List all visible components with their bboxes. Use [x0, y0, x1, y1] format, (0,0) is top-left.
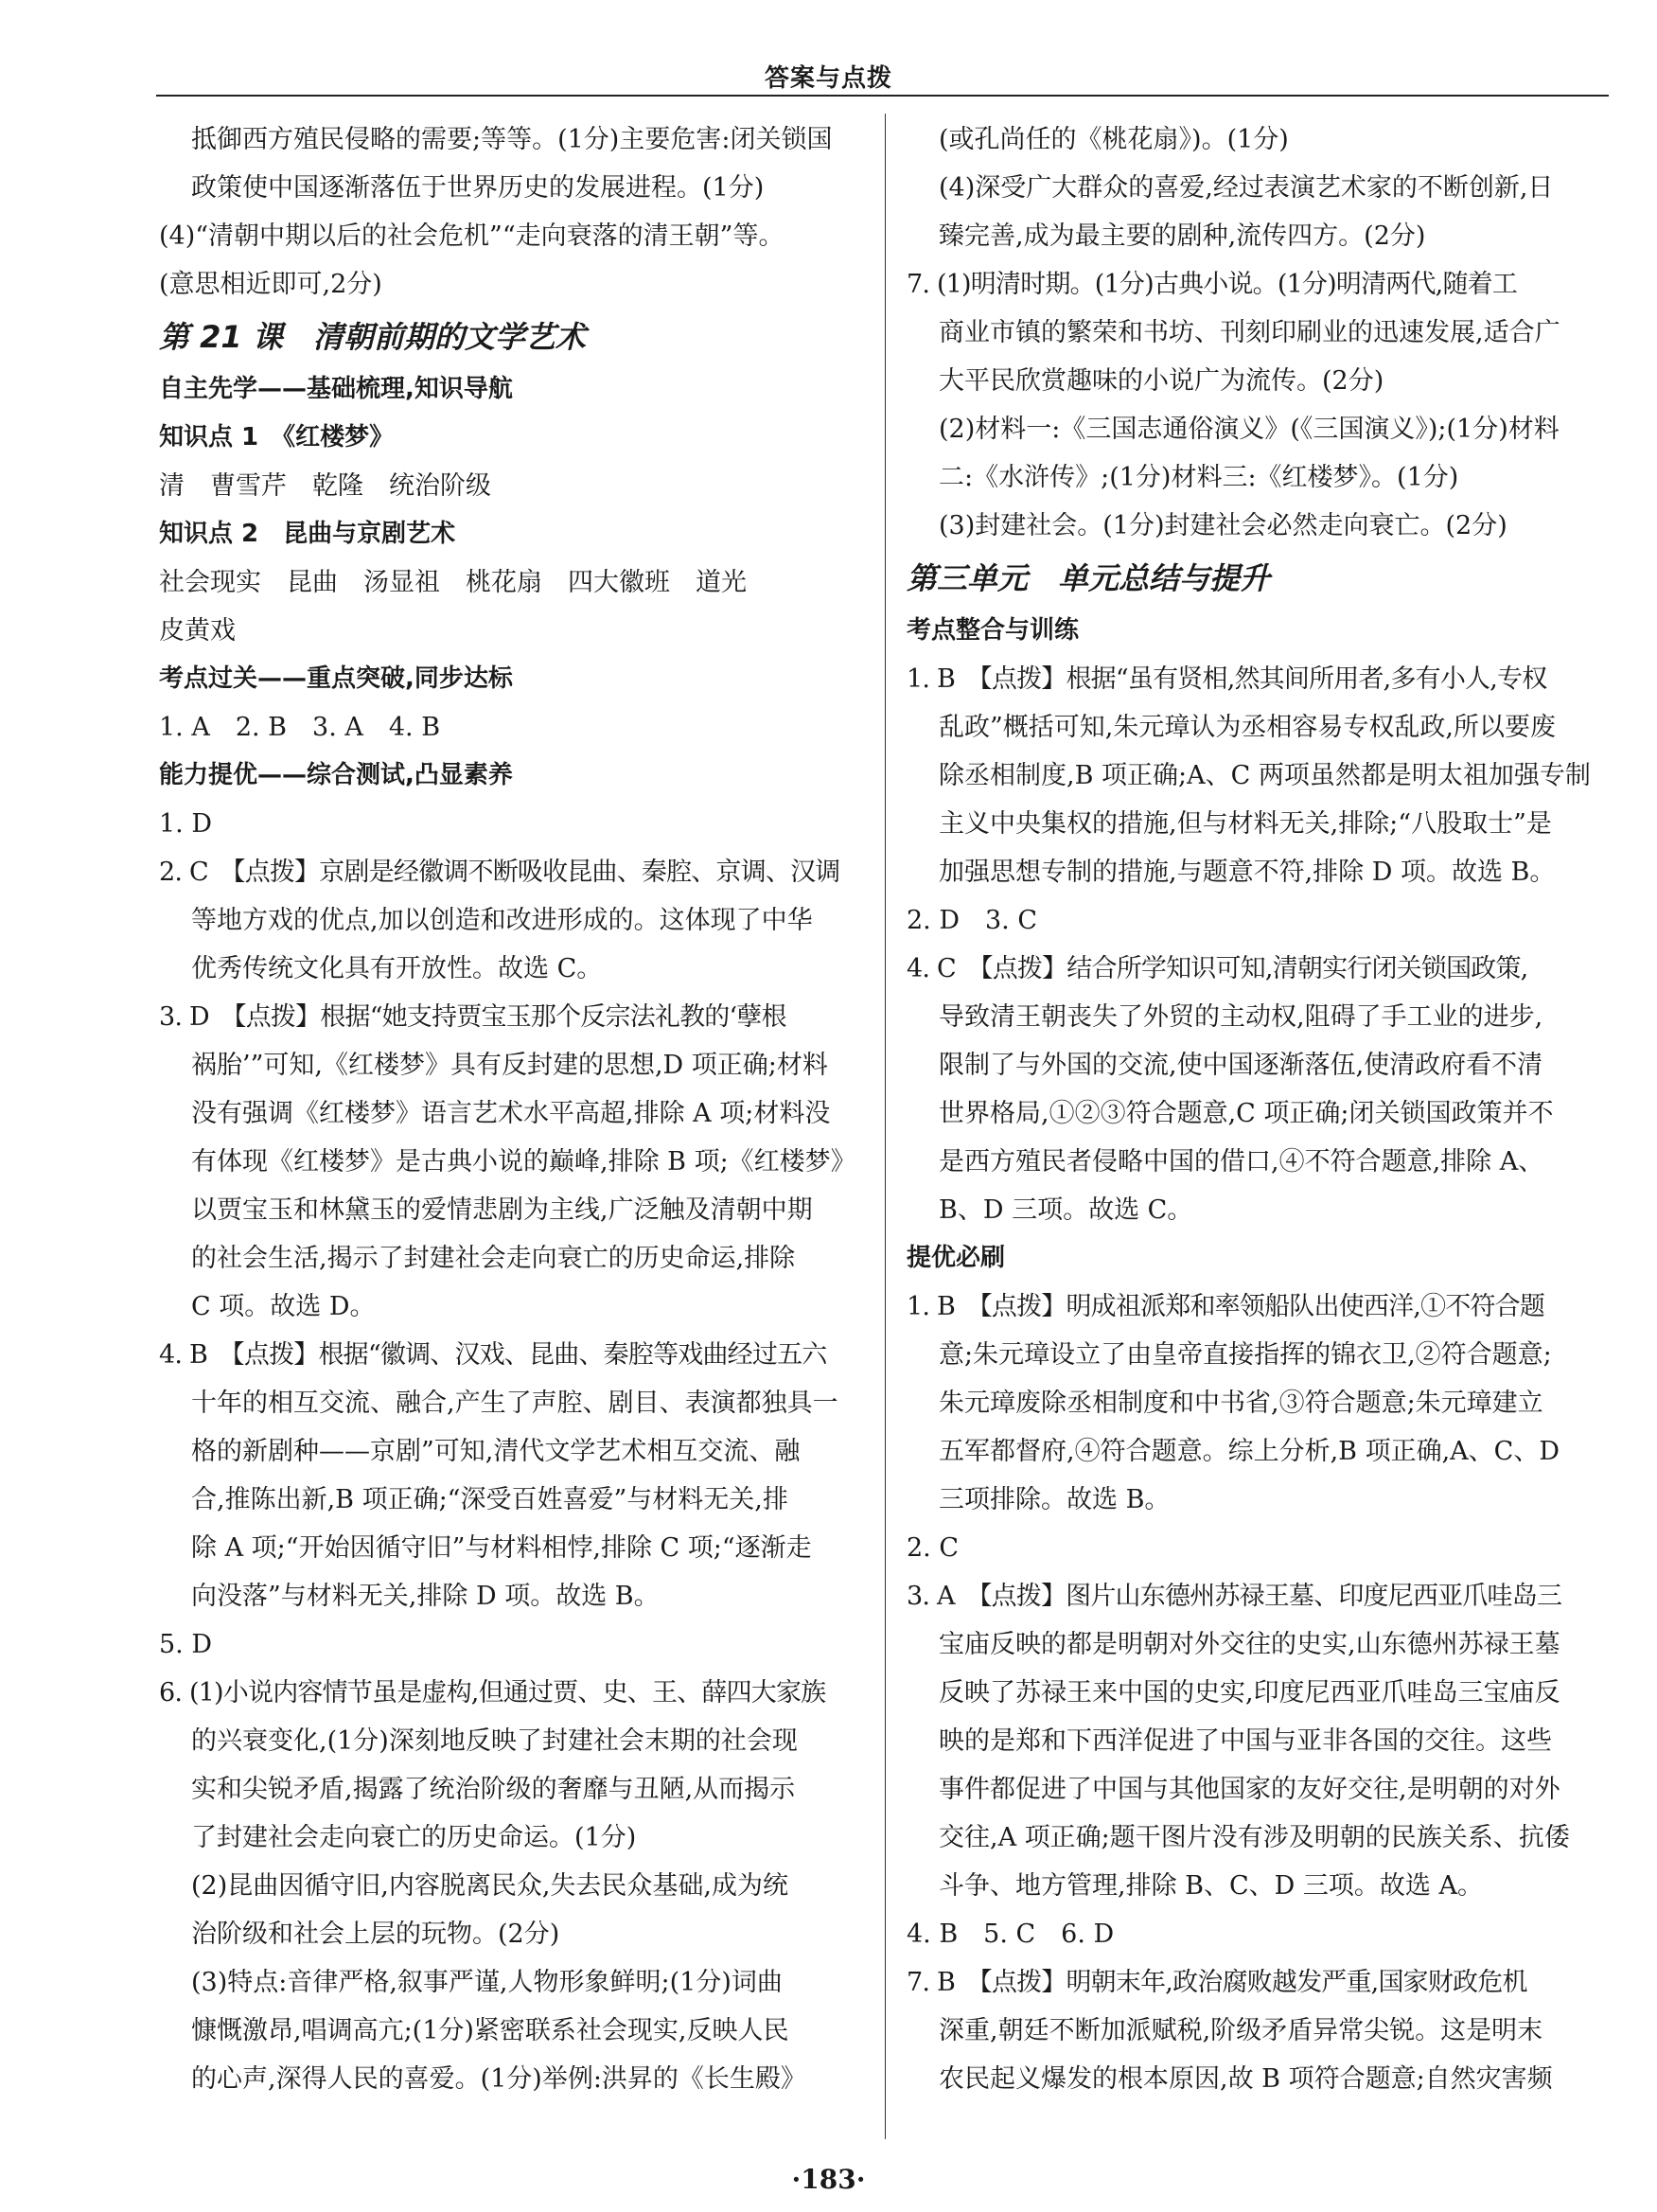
lesson-title: 第 21 课 清朝前期的文学艺术: [159, 319, 586, 355]
text-line: 交往,A 项正确;题干图片没有涉及明朝的民族关系、抗倭: [939, 1823, 1570, 1852]
text-line: 等地方戏的优点,加以创造和改进形成的。这体现了中华: [191, 906, 813, 935]
answer-item: 3. D 【点拨】根据“她支持贾宝玉那个反宗法礼教的‘孽根: [159, 1002, 786, 1032]
text-line: 是西方殖民者侵略中国的借口,④不符合题意,排除 A、: [939, 1147, 1544, 1177]
left-column: [159, 115, 871, 2103]
text-line: 除 A 项;“开始因循守旧”与材料相悖,排除 C 项;“逐渐走: [191, 1533, 812, 1563]
text-line: 以贾宝玉和林黛玉的爱情悲剧为主线,广泛触及清朝中期: [191, 1195, 813, 1225]
text-line: 治阶级和社会上层的玩物。(2分): [191, 1920, 560, 1949]
text-line: 没有强调《红楼梦》语言艺术水平高超,排除 A 项;材料没: [191, 1099, 831, 1128]
text-line: 导致清王朝丧失了外贸的主动权,阻碍了手工业的进步,: [939, 1002, 1543, 1032]
text-line: 的心声,深得人民的喜爱。(1分)举例:洪昇的《长生殿》: [191, 2064, 806, 2094]
text-line: 抵御西方殖民侵略的需要;等等。(1分)主要危害:闭关锁国: [191, 125, 833, 154]
answer-item: 2. C: [907, 1533, 960, 1563]
text-line: 的社会生活,揭示了封建社会走向衰亡的历史命运,排除: [191, 1244, 796, 1273]
text-line: 宝庙反映的都是明朝对外交往的史实,山东德州苏禄王墓: [939, 1630, 1560, 1659]
section-heading: 考点整合与训练: [907, 616, 1080, 645]
text-line: 主义中央集权的措施,但与材料无关,排除;“八股取士”是: [939, 809, 1552, 839]
text-line: 限制了与外国的交流,使中国逐渐落伍,使清政府看不清: [939, 1051, 1543, 1080]
answer-item: 7. (1)明清时期。(1分)古典小说。(1分)明清两代,随着工: [907, 270, 1518, 299]
text-line: 除丞相制度,B 项正确;A、C 两项虽然都是明太祖加强专制: [939, 761, 1591, 790]
text-line: 祸胎’”可知,《红楼梦》具有反封建的思想,D 项正确;材料: [191, 1051, 828, 1080]
section-heading: 自主先学——基础梳理,知识导航: [159, 375, 513, 403]
text-line: (3)特点:音律严格,叙事严谨,人物形象鲜明;(1分)词曲: [191, 1968, 783, 1997]
section-heading: 考点过关——重点突破,同步达标: [159, 664, 513, 693]
header-rule: [156, 95, 1609, 97]
answer-item: 5. D: [159, 1630, 212, 1659]
section-heading: 能力提优——综合测试,凸显素养: [159, 761, 513, 789]
text-line: 二:《水浒传》;(1分)材料三:《红楼梦》。(1分): [939, 463, 1459, 492]
text-line: 世界格局,①②③符合题意,C 项正确;闭关锁国政策并不: [939, 1099, 1554, 1128]
text-line: (2)材料一:《三国志通俗演义》(《三国演义》);(1分)材料: [939, 415, 1560, 444]
text-line: 三项排除。故选 B。: [939, 1485, 1171, 1514]
answer-item: 4. B 5. C 6. D: [907, 1920, 1115, 1949]
text-line: 深重,朝廷不断加派赋税,阶级矛盾异常尖锐。这是明末: [939, 2016, 1543, 2045]
text-line: 事件都促进了中国与其他国家的友好交往,是明朝的对外: [939, 1775, 1560, 1804]
text-line: 商业市镇的繁荣和书坊、刊刻印刷业的迅速发展,适合广: [939, 318, 1560, 347]
answer-item: 1. B 【点拨】明成祖派郑和率领船队出使西洋,①不符合题: [907, 1292, 1545, 1321]
answer-line: 皮黄戏: [159, 616, 236, 646]
text-line: (2)昆曲因循守旧,内容脱离民众,失去民众基础,成为统: [191, 1871, 788, 1901]
column-divider: [885, 114, 886, 2139]
answer-item: 4. B 【点拨】根据“徽调、汉戏、昆曲、秦腔等戏曲经过五六: [159, 1340, 827, 1370]
unit-title: 第三单元 单元总结与提升: [907, 560, 1271, 596]
text-line: 政策使中国逐渐落伍于世界历史的发展进程。(1分): [191, 173, 765, 203]
text-line: 臻完善,成为最主要的剧种,流传四方。(2分): [939, 221, 1426, 251]
text-line: 朱元璋废除丞相制度和中书省,③符合题意;朱元璋建立: [939, 1389, 1543, 1418]
knowledge-point-heading: 知识点 2 昆曲与京剧艺术: [159, 520, 456, 548]
answer-item: 4. C 【点拨】结合所学知识可知,清朝实行闭关锁国政策,: [907, 954, 1528, 983]
text-line: (3)封建社会。(1分)封建社会必然走向衰亡。(2分): [939, 511, 1507, 540]
answer-item: 1. B 【点拨】根据“虽有贤相,然其间所用者,多有小人,专权: [907, 664, 1547, 694]
running-header: 答案与点拨: [764, 64, 892, 93]
text-line: 映的是郑和下西洋促进了中国与亚非各国的交往。这些: [939, 1726, 1552, 1756]
text-line: 实和尖锐矛盾,揭露了统治阶级的奢靡与丑陋,从而揭示: [191, 1775, 796, 1804]
answer-item: 6. (1)小说内容情节虽是虚构,但通过贾、史、王、薛四大家族: [159, 1678, 826, 1708]
page-number: ·183·: [791, 2164, 866, 2195]
text-line: 意;朱元璋设立了由皇帝直接指挥的锦衣卫,②符合题意;: [939, 1340, 1552, 1370]
knowledge-point-heading: 知识点 1 《红楼梦》: [159, 423, 395, 451]
answer-line: 社会现实 昆曲 汤显祖 桃花扇 四大徽班 道光: [159, 568, 747, 597]
text-line: 向没落”与材料无关,排除 D 项。故选 B。: [191, 1582, 660, 1611]
text-line: 合,推陈出新,B 项正确;“深受百姓喜爱”与材料无关,排: [191, 1485, 788, 1514]
text-line: (或孔尚任的《桃花扇》)。(1分): [939, 125, 1289, 154]
text-line: 反映了苏禄王来中国的史实,印度尼西亚爪哇岛三宝庙反: [939, 1678, 1560, 1708]
text-line: 农民起义爆发的根本原因,故 B 项符合题意;自然灾害频: [939, 2064, 1553, 2094]
text-line: 斗争、地方管理,排除 B、C、D 三项。故选 A。: [939, 1871, 1483, 1901]
answer-item: 3. A 【点拨】图片山东德州苏禄王墓、印度尼西亚爪哇岛三: [907, 1582, 1562, 1611]
text-line: (4)“清朝中期以后的社会危机”“走向衰落的清王朝”等。: [159, 221, 784, 251]
text-line: B、D 三项。故选 C。: [939, 1195, 1193, 1225]
section-heading: 提优必刷: [907, 1244, 1006, 1272]
text-line: C 项。故选 D。: [191, 1292, 376, 1321]
text-line: 慷慨激昂,唱调高亢;(1分)紧密联系社会现实,反映人民: [191, 2016, 789, 2045]
answer-item: 2. C 【点拨】京剧是经徽调不断吸收昆曲、秦腔、京调、汉调: [159, 858, 840, 887]
right-column: [907, 115, 1603, 2103]
answer-line: 清 曹雪芹 乾隆 统治阶级: [159, 471, 491, 501]
answer-item: 7. B 【点拨】明朝末年,政治腐败越发严重,国家财政危机: [907, 1968, 1527, 1997]
text-line: 有体现《红楼梦》是古典小说的巅峰,排除 B 项;《红楼梦》: [191, 1147, 856, 1177]
answer-item: 1. D: [159, 809, 212, 839]
text-line: 十年的相互交流、融合,产生了声腔、剧目、表演都独具一: [191, 1389, 838, 1418]
text-line: 五军都督府,④符合题意。综上分析,B 项正确,A、C、D: [939, 1437, 1560, 1466]
text-line: 优秀传统文化具有开放性。故选 C。: [191, 954, 603, 983]
text-line: 的兴衰变化,(1分)深刻地反映了封建社会末期的社会现: [191, 1726, 798, 1756]
answer-item: 2. D 3. C: [907, 906, 1037, 935]
text-line: (意思相近即可,2分): [159, 270, 382, 299]
text-line: 加强思想专制的措施,与题意不符,排除 D 项。故选 B。: [939, 858, 1556, 887]
text-line: 格的新剧种——京剧”可知,清代文学艺术相互交流、融: [191, 1437, 801, 1466]
text-line: (4)深受广大群众的喜爱,经过表演艺术家的不断创新,日: [939, 173, 1554, 203]
text-line: 大平民欣赏趣味的小说广为流传。(2分): [939, 366, 1384, 396]
text-line: 乱政”概括可知,朱元璋认为丞相容易专权乱政,所以要废: [939, 713, 1556, 742]
text-line: 了封建社会走向衰亡的历史命运。(1分): [191, 1823, 637, 1852]
answer-line: 1. A 2. B 3. A 4. B: [159, 713, 441, 742]
